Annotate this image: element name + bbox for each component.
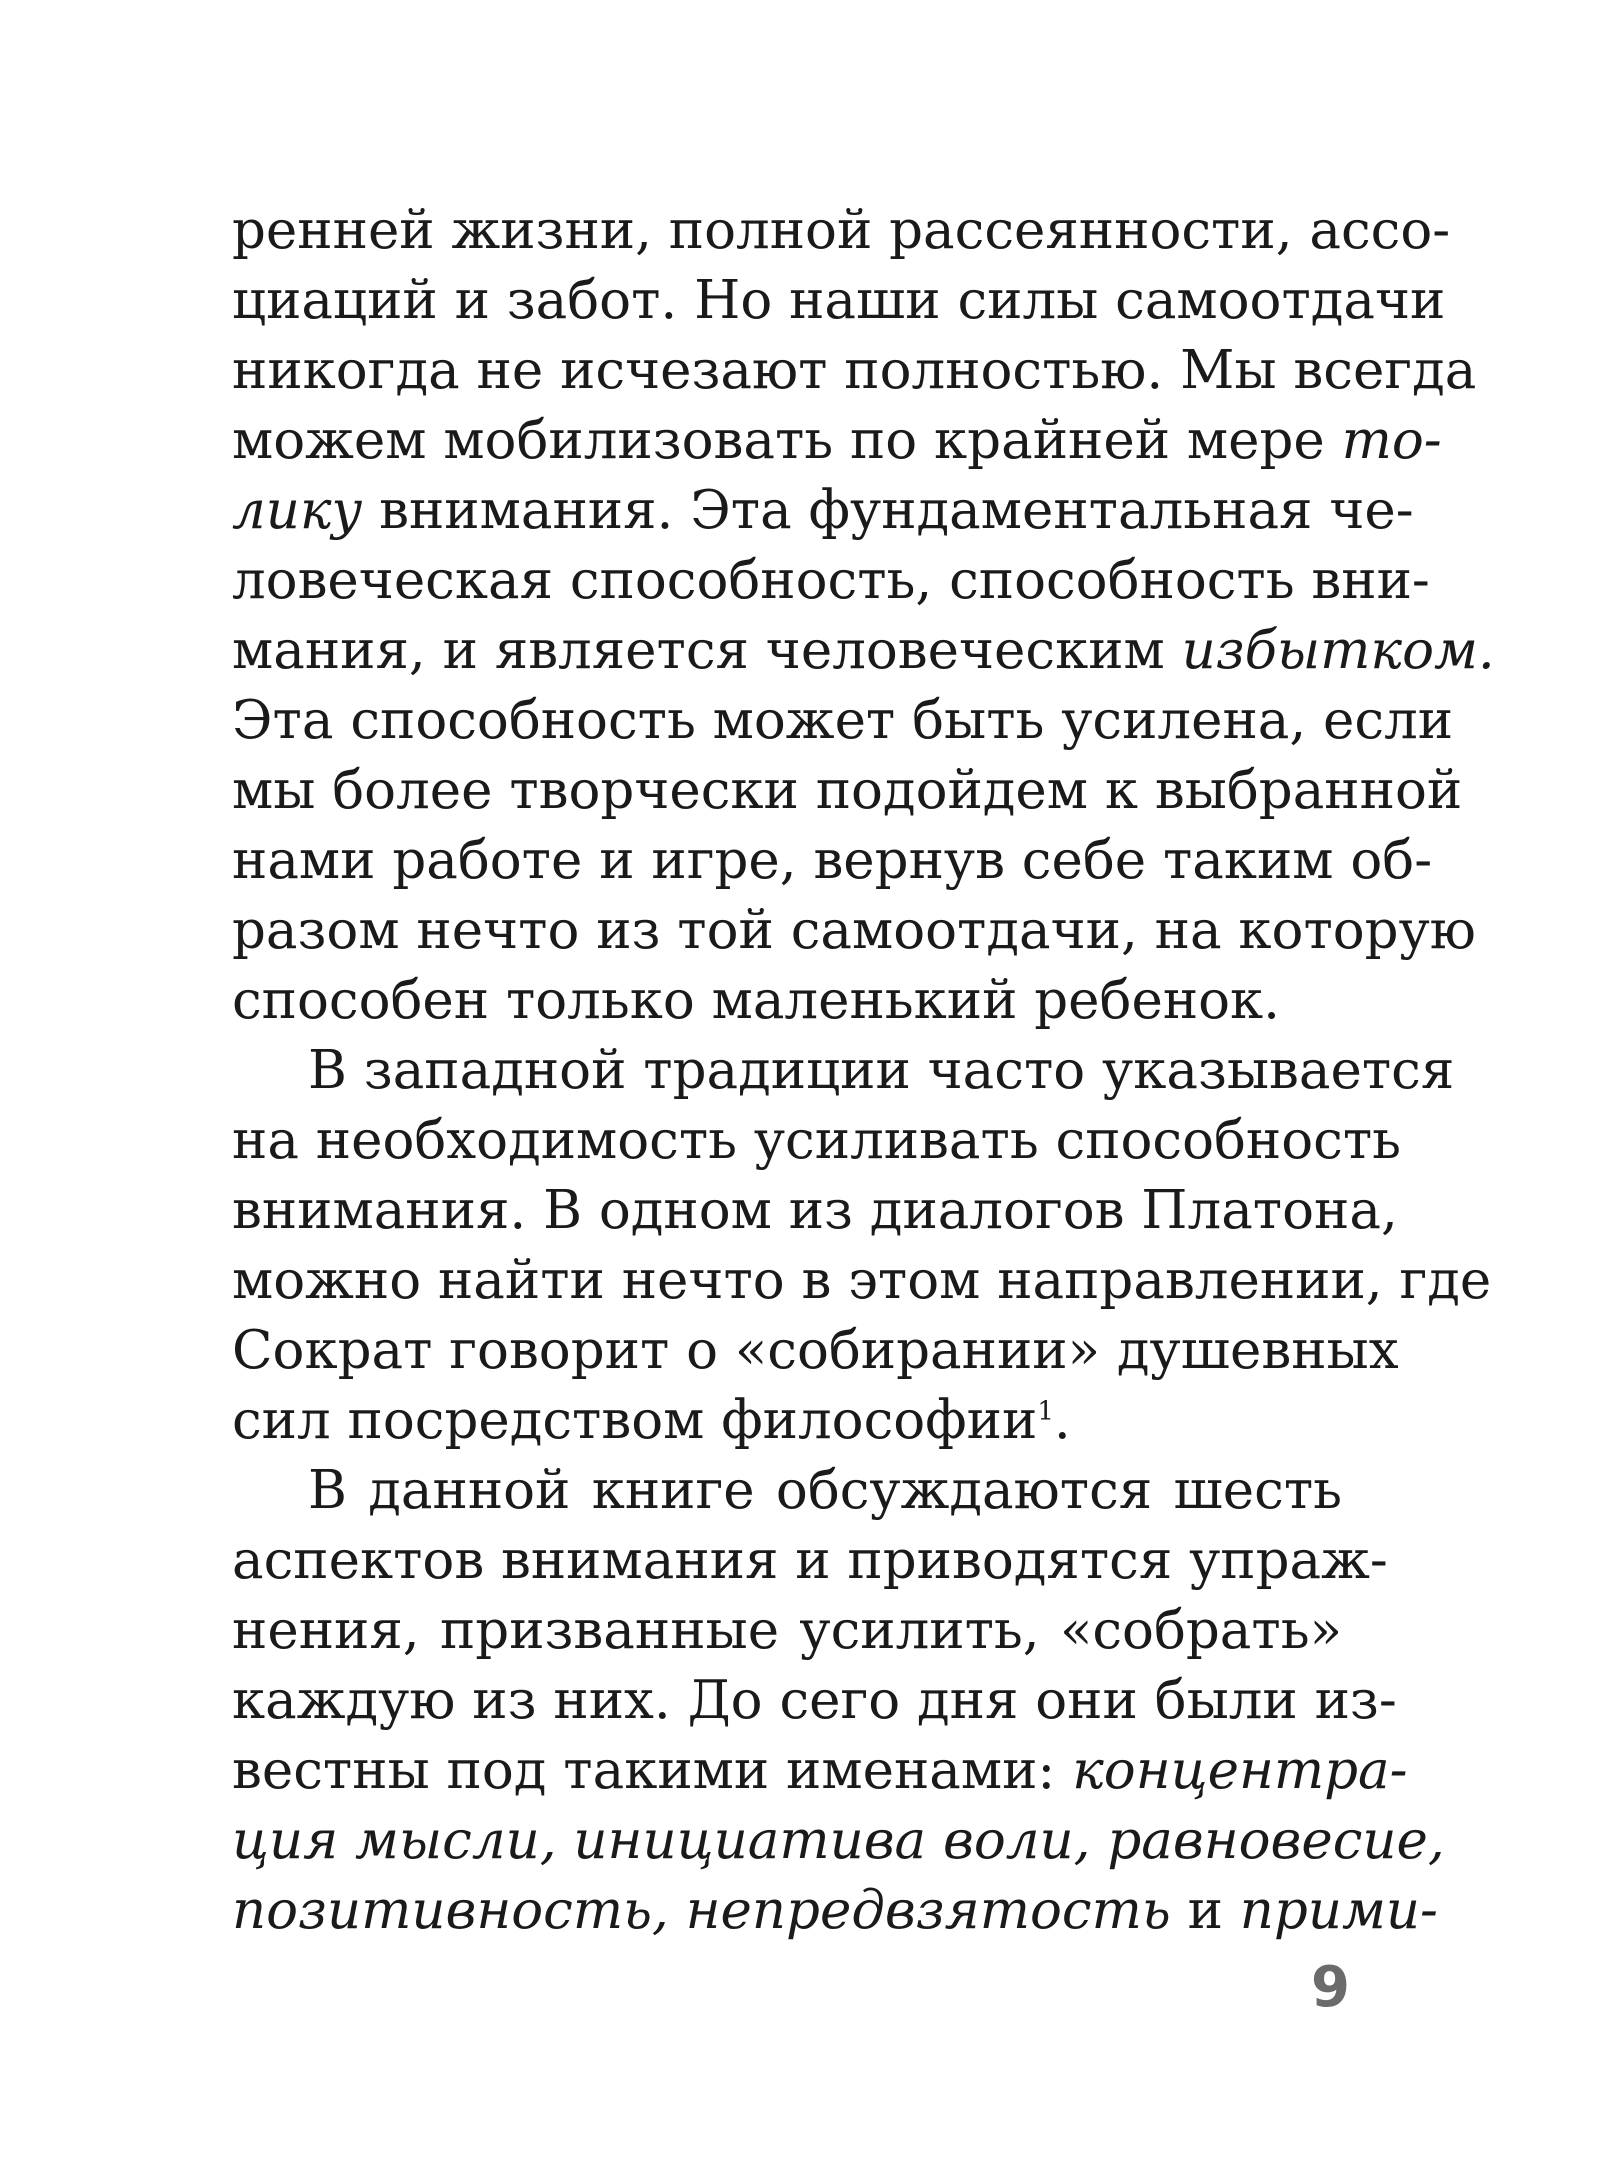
text-line: можно найти нечто в этом направлении, где — [232, 1250, 1492, 1311]
text-line: ловеческая способность, способность вни- — [232, 550, 1430, 611]
text-line: каждую из них. До сего дня они были из- — [232, 1670, 1397, 1731]
text-line: на необходимость усиливать способность — [232, 1110, 1402, 1171]
text-line: В данной книге обсуждаются шесть — [308, 1460, 1342, 1521]
text-line: В западной традиции часто указывается — [308, 1040, 1455, 1101]
text-line: нами работе и игре, вернув себе таким об- — [232, 830, 1433, 891]
text-line — [232, 1806, 1445, 1876]
text-line: можем мобилизовать по крайней мере то- — [232, 410, 1442, 471]
text-line: лику внимания. Эта фундаментальная че- — [232, 480, 1414, 541]
italic-word: лику — [232, 480, 363, 541]
text-line: вестны под такими именами: концентра- — [232, 1740, 1408, 1801]
text-line: Эта способность может быть усилена, если — [232, 690, 1454, 751]
footnote-marker[interactable]: 1 — [1037, 1396, 1054, 1427]
text-line: ренней жизни, полной рассеянности, ассо- — [232, 200, 1451, 261]
body-text — [232, 196, 1495, 1946]
italic-word: позитивность, непредвзятость — [232, 1880, 1171, 1941]
italic-word: избытком. — [1181, 620, 1495, 681]
text-line: нения, призванные усилить, «собрать» — [232, 1600, 1342, 1661]
text-line: позитивность, непредвзятость и прими- — [232, 1880, 1438, 1941]
text-line: сил посредством философии$^1$. — [232, 1390, 1071, 1451]
text-line: разом нечто из той самоотдачи, на которую — [232, 900, 1476, 961]
text-line: способен только маленький ребенок. — [232, 970, 1281, 1031]
text-line: внимания. В одном из диалогов Платона, — [232, 1180, 1398, 1241]
text-line: мания, и является человеческим избытком. — [232, 620, 1495, 681]
italic-word: прими- — [1239, 1880, 1438, 1941]
text-line: аспектов внимания и приводятся упраж- — [232, 1530, 1388, 1591]
text-line: никогда не исчезают полностью. Мы всегда — [232, 340, 1477, 401]
italic-word: концентра- — [1072, 1740, 1408, 1801]
text-line: Сократ говорит о «собирании» душевных — [232, 1320, 1399, 1381]
italic-word: ция мысли, инициатива воли, равновесие, — [232, 1810, 1445, 1871]
text-line: циаций и забот. Но наши силы самоотдачи — [232, 270, 1446, 331]
italic-word: то- — [1341, 410, 1442, 471]
text-line: мы более творчески подойдем к выбранной — [232, 760, 1463, 821]
page-number: 9 — [1311, 1955, 1350, 2020]
